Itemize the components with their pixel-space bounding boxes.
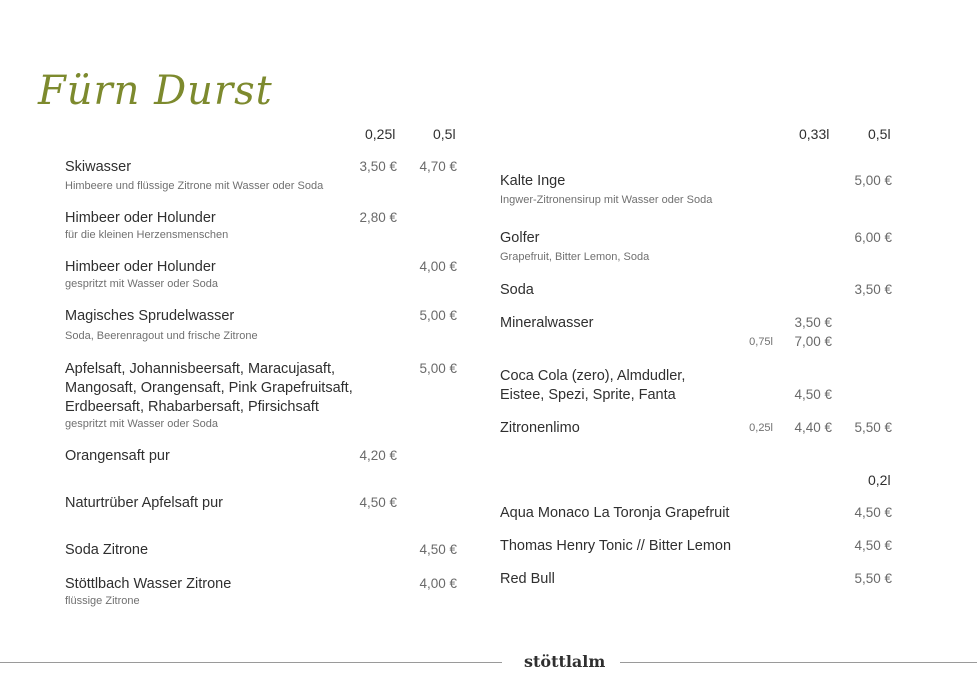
item-name: Thomas Henry Tonic // Bitter Lemon	[500, 538, 732, 554]
volume-label: 0,75l	[749, 336, 773, 348]
item-name: Aqua Monaco La Toronja Grapefruit	[500, 505, 730, 521]
item-name: Golfer	[500, 230, 540, 246]
footer-divider-left	[0, 662, 502, 663]
item-name-line2: Mangosaft, Orangensaft, Pink Grapefruitsaft,	[65, 380, 353, 396]
item-name: Skiwasser	[65, 159, 132, 175]
item-name: Magisches Sprudelwasser	[65, 308, 235, 324]
item-desc: für die kleinen Herzensmenschen	[65, 229, 229, 241]
item-desc: gespritzt mit Wasser oder Soda	[65, 418, 219, 430]
item-price: 4,20 €	[359, 448, 397, 463]
right-header-0-5l: 0,5l	[868, 126, 891, 142]
item-price: 4,50 €	[359, 495, 397, 510]
item-name: Soda	[500, 282, 534, 298]
left-header-0-25l: 0,25l	[365, 126, 396, 142]
item-price: 4,50 €	[794, 387, 832, 402]
item-price: 5,00 €	[419, 308, 457, 323]
item-price: 3,50 €	[359, 159, 397, 174]
item-desc: Soda, Beerenragout und frische Zitrone	[65, 330, 258, 342]
item-price: 5,00 €	[854, 173, 892, 188]
item-name: Stöttlbach Wasser Zitrone	[65, 576, 232, 592]
brand-logo: stöttlalm	[524, 652, 606, 671]
item-name: Orangensaft pur	[65, 448, 170, 464]
item-price: 5,00 €	[419, 361, 457, 376]
item-desc: gespritzt mit Wasser oder Soda	[65, 278, 219, 290]
item-price: 6,00 €	[854, 230, 892, 245]
page-title: Fürn Durst	[38, 68, 273, 114]
item-name: Kalte Inge	[500, 173, 566, 189]
left-header-0-5l: 0,5l	[433, 126, 456, 142]
item-name-line3: Erdbeersaft, Rhabarbersaft, Pfirsichsaft	[65, 399, 319, 415]
item-price: 4,00 €	[419, 259, 457, 274]
item-price: 4,50 €	[854, 538, 892, 553]
item-price: 4,50 €	[419, 542, 457, 557]
item-desc: Grapefruit, Bitter Lemon, Soda	[500, 251, 650, 263]
item-name: Himbeer oder Holunder	[65, 210, 216, 226]
item-price: 2,80 €	[359, 210, 397, 225]
item-name-line2: Eistee, Spezi, Sprite, Fanta	[500, 387, 676, 403]
right-header-0-2l: 0,2l	[868, 472, 891, 488]
volume-label: 0,25l	[749, 422, 773, 434]
item-price: 3,50 €	[794, 315, 832, 330]
footer-divider-right	[620, 662, 977, 663]
item-name: Mineralwasser	[500, 315, 594, 331]
item-desc: Ingwer-Zitronensirup mit Wasser oder Soda	[500, 194, 713, 206]
item-price: 4,00 €	[419, 576, 457, 591]
item-desc: flüssige Zitrone	[65, 595, 140, 607]
item-price: 5,50 €	[854, 571, 892, 586]
item-price: 7,00 €	[794, 334, 832, 349]
item-name: Naturtrüber Apfelsaft pur	[65, 495, 223, 511]
item-price: 4,70 €	[419, 159, 457, 174]
item-name: Soda Zitrone	[65, 542, 149, 558]
item-price: 3,50 €	[854, 282, 892, 297]
item-name: Red Bull	[500, 571, 555, 587]
right-header-0-33l: 0,33l	[799, 126, 830, 142]
item-desc: Himbeere und flüssige Zitrone mit Wasser oder Soda	[65, 180, 324, 192]
item-price: 4,50 €	[854, 505, 892, 520]
item-name: Zitronenlimo	[500, 420, 580, 436]
item-name: Himbeer oder Holunder	[65, 259, 216, 275]
item-name: Coca Cola (zero), Almdudler,	[500, 368, 686, 384]
item-price: 5,50 €	[854, 420, 892, 435]
item-name: Apfelsaft, Johannisbeersaft, Maracujasaft,	[65, 361, 336, 377]
item-price: 4,40 €	[794, 420, 832, 435]
